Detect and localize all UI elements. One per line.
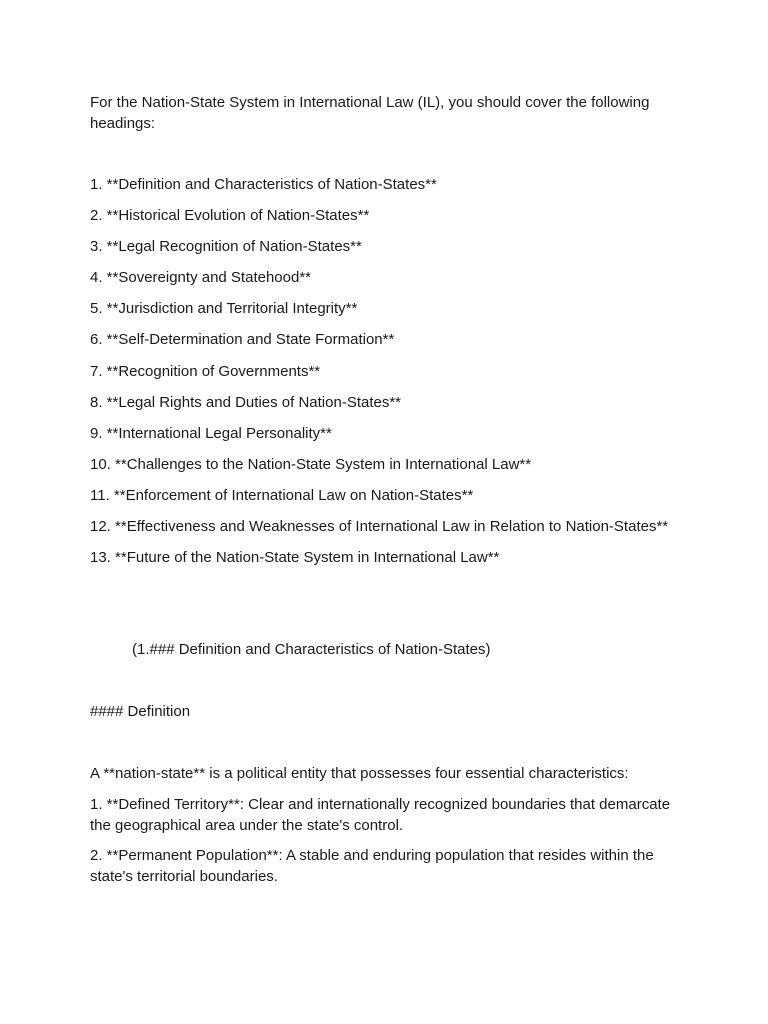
heading-list-item: 3. **Legal Recognition of Nation-States** <box>90 238 362 255</box>
heading-list-item: 10. **Challenges to the Nation-State System in International Law** <box>90 456 532 473</box>
heading-list-item: 2. **Historical Evolution of Nation-States** <box>90 207 370 224</box>
heading-list-item: 6. **Self-Determination and State Formation** <box>90 331 395 348</box>
heading-list-item: 8. **Legal Rights and Duties of Nation-States** <box>90 394 402 411</box>
subsection-heading: #### Definition <box>90 703 191 720</box>
characteristic-item: 1. **Defined Territory**: Clear and internationally recognized boundaries that demarcate the geographical area under the state's control. <box>90 796 671 834</box>
intro-paragraph: For the Nation-State System in International Law (IL), you should cover the following headings: <box>90 94 650 132</box>
heading-list-item: 5. **Jurisdiction and Territorial Integrity** <box>90 300 358 317</box>
heading-list-item: 13. **Future of the Nation-State System in International Law** <box>90 549 500 566</box>
heading-list-item: 4. **Sovereignty and Statehood** <box>90 269 311 286</box>
heading-list-item: 7. **Recognition of Governments** <box>90 363 321 380</box>
heading-list-item: 11. **Enforcement of International Law on Nation-States** <box>90 487 474 504</box>
heading-list-item: 9. **International Legal Personality** <box>90 425 332 442</box>
section-heading: (1.### Definition and Characteristics of Nation-States) <box>132 641 491 658</box>
heading-list-item: 12. **Effectiveness and Weaknesses of International Law in Relation to Nation-States** <box>90 518 669 535</box>
heading-list-item: 1. **Definition and Characteristics of Nation-States** <box>90 176 437 193</box>
characteristic-item: 2. **Permanent Population**: A stable and enduring population that resides within the state's territorial boundaries. <box>90 847 654 885</box>
definition-paragraph: A **nation-state** is a political entity that possesses four essential characteristics: <box>90 765 629 782</box>
